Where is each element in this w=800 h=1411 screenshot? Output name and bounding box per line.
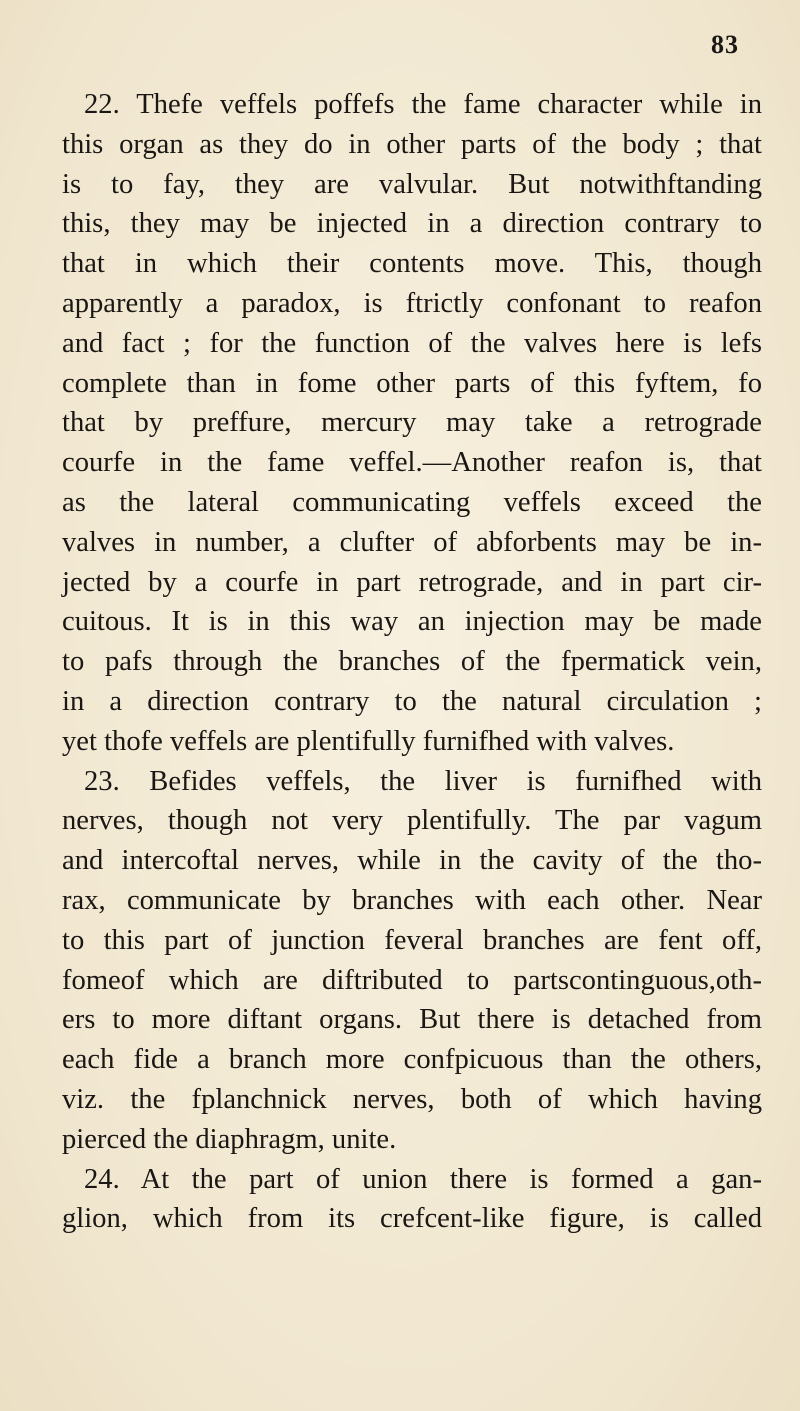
text-line: 22. Thefe veffels poffefs the fame character while in (84, 89, 762, 120)
text-line: in a direction contrary to the natural circulation ; (62, 685, 762, 717)
text-line: this, they may be injected in a direction contrary to (62, 208, 762, 240)
paragraph-24 (62, 1160, 762, 1240)
text-line: 23. Befides veffels, the liver is furnifhed with (84, 765, 762, 797)
text-line: ers to more diftant organs. But there is detached from (62, 1004, 762, 1036)
text-line: to this part of junction feveral branches are fent off, (62, 924, 762, 956)
text-line: valves in number, a clufter of abforbents may be in- (62, 526, 762, 558)
text-line: nerves, though not very plentifully. The par vagum (62, 805, 762, 837)
text-line: and intercoftal nerves, while in the cavity of the tho- (62, 845, 762, 877)
text-line: jected by a courfe in part retrograde, and in part cir- (62, 566, 762, 598)
text-line: as the lateral communicating veffels exceed the (62, 486, 762, 518)
text-line: is to fay, they are valvular. But notwithftanding (62, 168, 762, 200)
text-line: to pafs through the branches of the fpermatick vein, (62, 646, 762, 678)
text-line: viz. the fplanchnick nerves, both of which having (62, 1083, 762, 1115)
text-line: that by preffure, mercury may take a retrograde (62, 407, 762, 439)
paragraph-23 (62, 762, 762, 1160)
text-line: glion, which from its crefcent-like figure, is called (62, 1203, 762, 1235)
text-line: and fact ; for the function of the valves here is lefs (62, 327, 762, 359)
text-line: yet thofe veffels are plentifully furnifhed with valves. (62, 725, 675, 757)
text-line: that in which their contents move. This, though (62, 248, 762, 280)
text-line: complete than in fome other parts of this fyftem, fo (62, 367, 762, 399)
text-line: this organ as they do in other parts of the body ; that (62, 128, 762, 160)
text-line: each fide a branch more confpicuous than the others, (62, 1044, 762, 1076)
text-line: fomeof which are diftributed to partscontinguous,oth- (62, 964, 762, 996)
page-number: 83 (711, 30, 739, 59)
text-line: apparently a paradox, is ftrictly confonant to reafon (62, 287, 762, 319)
text-line: cuitous. It is in this way an injection may be made (62, 606, 762, 638)
paragraph-22 (62, 85, 762, 762)
text-line: 24. At the part of union there is formed a gan- (84, 1163, 762, 1195)
body-text (62, 85, 762, 1239)
text-line: rax, communicate by branches with each other. Near (62, 884, 762, 916)
text-line: courfe in the fame veffel.—Another reafon is, that (62, 447, 762, 479)
text-line: pierced the diaphragm, unite. (62, 1123, 397, 1155)
